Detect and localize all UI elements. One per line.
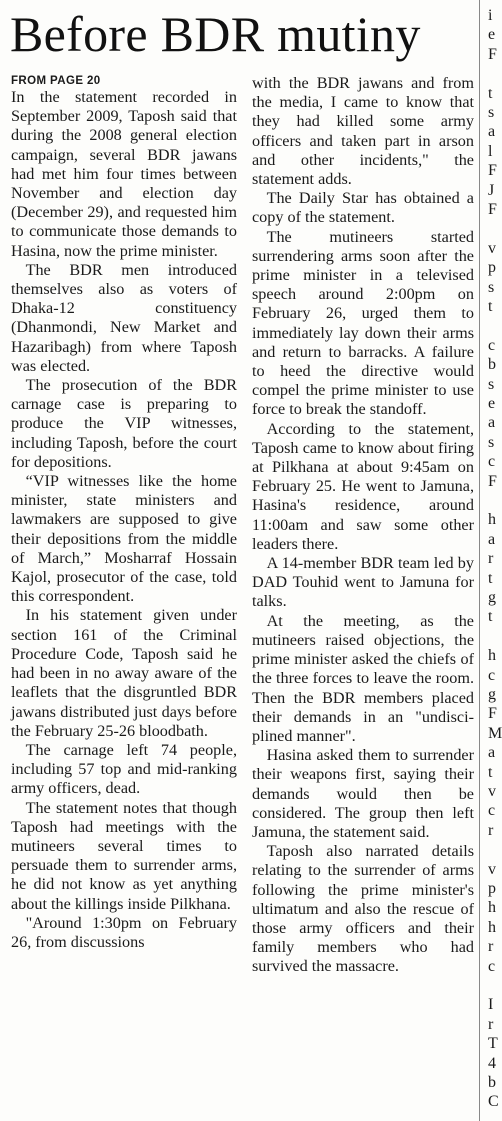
headline: Before BDR mutiny [10,6,421,62]
cropped-line-fragment: a [488,123,496,141]
paragraph: According to the statement, Taposh came to know about firing at Pilkhana at about 9:45am on February 25. He went to Jamuna, Hasina's residence, around 11:00am and saw some other leaders there. [252,419,474,553]
cropped-line-fragment: c [488,802,496,820]
cropped-line-fragment: v [488,860,496,878]
cropped-line-fragment: p [488,259,496,277]
paragraph: In his statement given under section 161 of the Criminal Procedure Code, Taposh said he had been in no away aware of the leaflets that the disgruntled BDR jawans distributed just days before the February 25-26 bloodbath. [11,606,237,740]
cropped-line-fragment: J [488,181,495,199]
cropped-line-fragment: l [488,142,493,160]
cropped-line-fragment: r [488,938,494,956]
article-column-1 [11,74,237,952]
cropped-line-fragment: b [488,1074,496,1091]
cropped-line-fragment: v [488,783,496,800]
cropped-line-fragment: F [488,201,497,218]
cropped-line-fragment: v [488,239,496,257]
cropped-line-fragment: s [488,104,495,121]
cropped-line-fragment: e [488,395,496,412]
cropped-line-fragment: h [488,899,496,917]
cropped-line-fragment: c [488,666,496,684]
paragraph: A 14-member BDR team led by DAD Touhid went to Jamuna for talks. [252,554,474,611]
cropped-line-fragment: F [488,705,497,723]
cropped-line-fragment: c [488,453,496,471]
cropped-line-fragment: s [488,278,495,296]
paragraph: Taposh also narrated details relating to the surrender of arms following the prime minister's ultimatum and also the rescue of those army officers and their family members who had survived the massacre. [252,842,474,976]
cropped-line-fragment: h [488,511,496,529]
paragraph: The prosecution of the BDR carnage case is preparing to produce the VIP witnesses, including Taposh, before the court for depositions. [11,376,237,471]
cropped-line-fragment: h [488,918,496,936]
paragraph: The statement notes that though Taposh had meetings with the mutineers several times to persuade them to surrender arms, he did not know as yet anything about the killings inside Pilkhana. [11,798,237,913]
cropped-line-fragment: t [488,569,493,587]
cropped-line-fragment: i [488,7,493,24]
cropped-line-fragment: M [488,724,502,742]
cropped-adjacent-column [488,0,502,1121]
cropped-line-fragment: c [488,336,496,354]
cropped-line-fragment: r [488,1015,494,1033]
cropped-line-fragment: c [488,957,496,975]
cropped-line-fragment: r [488,821,494,839]
cropped-line-fragment: r [488,550,494,568]
cropped-line-fragment: s [488,433,495,451]
paragraph: Hasina asked them to surrender their weapons first, saying their demands would then be considered. The group then left Jamuna, the statement said. [252,746,474,841]
cropped-line-fragment: a [488,414,496,432]
paragraph: At the meeting, as the mutineers raised objections, the prime minister asked the chiefs of the three forces to leave the room. Then the BDR members placed their demands in an "undisciplined manner". [252,611,474,745]
cropped-line-fragment: I [488,996,494,1014]
cropped-line-fragment: p [488,880,496,897]
paragraph: The BDR men introduced themselves also as voters of Dhaka-12 constituency (Dhanmondi, New Market and Hazaribagh) from where Taposh was elected. [11,260,237,375]
paragraph: In the statement recorded in September 2009, Taposh said that during the 2008 general election campaign, several BDR jawans had met him four times between November and election day (December 29), and requested him to communicate those demands to Hasina, now the prime minister. [11,88,237,260]
cropped-line-fragment: s [488,375,495,393]
cropped-line-fragment: F [488,45,497,63]
paragraph: The mutineers started surrendering arms soon after the prime minister in a televised speech around 2:00pm on February 26, urged them to immediately lay down their arms and return to barracks. A failure to heed the directive would compel the prime minister to use force to break the standoff. [252,227,474,419]
cropped-line-fragment: t [488,84,493,102]
cropped-line-fragment: C [488,1093,499,1111]
cropped-line-fragment: t [488,298,493,315]
paragraph-continued: with the BDR jawans and from the media, I came to know that they had killed some army officers and taken part in arson and other incidents," the statement adds. [252,74,474,189]
cropped-line-fragment: F [488,472,497,490]
cropped-line-fragment: T [488,1035,498,1053]
cropped-line-fragment: a [488,530,496,548]
paragraph: "Around 1:30pm on February 26, from discussions [11,913,237,951]
cropped-line-fragment: t [488,608,493,626]
paragraph: “VIP witnesses like the home minister, state ministers and lawmakers are supposed to give their depositions from the middle of March,” Mosharraf Hossain Kajol, prosecutor of the case, told this correspondent. [11,472,237,606]
cropped-line-fragment: t [488,763,493,781]
article-column-2 [252,74,474,977]
cropped-line-fragment: a [488,744,496,762]
cropped-line-fragment: h [488,647,496,665]
cropped-line-fragment: F [488,162,497,180]
cropped-line-fragment: g [488,589,496,606]
paragraph: The Daily Star has obtained a copy of the statement. [252,189,474,227]
cropped-line-fragment: 4 [488,1054,496,1072]
cropped-line-fragment: g [488,686,496,703]
paragraph: The carnage left 74 people, including 57 top and mid-ranking army officers, dead. [11,740,237,798]
cropped-line-fragment: e [488,26,496,44]
continued-from-label: FROM PAGE 20 [11,75,101,87]
cropped-line-fragment: b [488,356,496,374]
column-divider [479,0,480,1121]
